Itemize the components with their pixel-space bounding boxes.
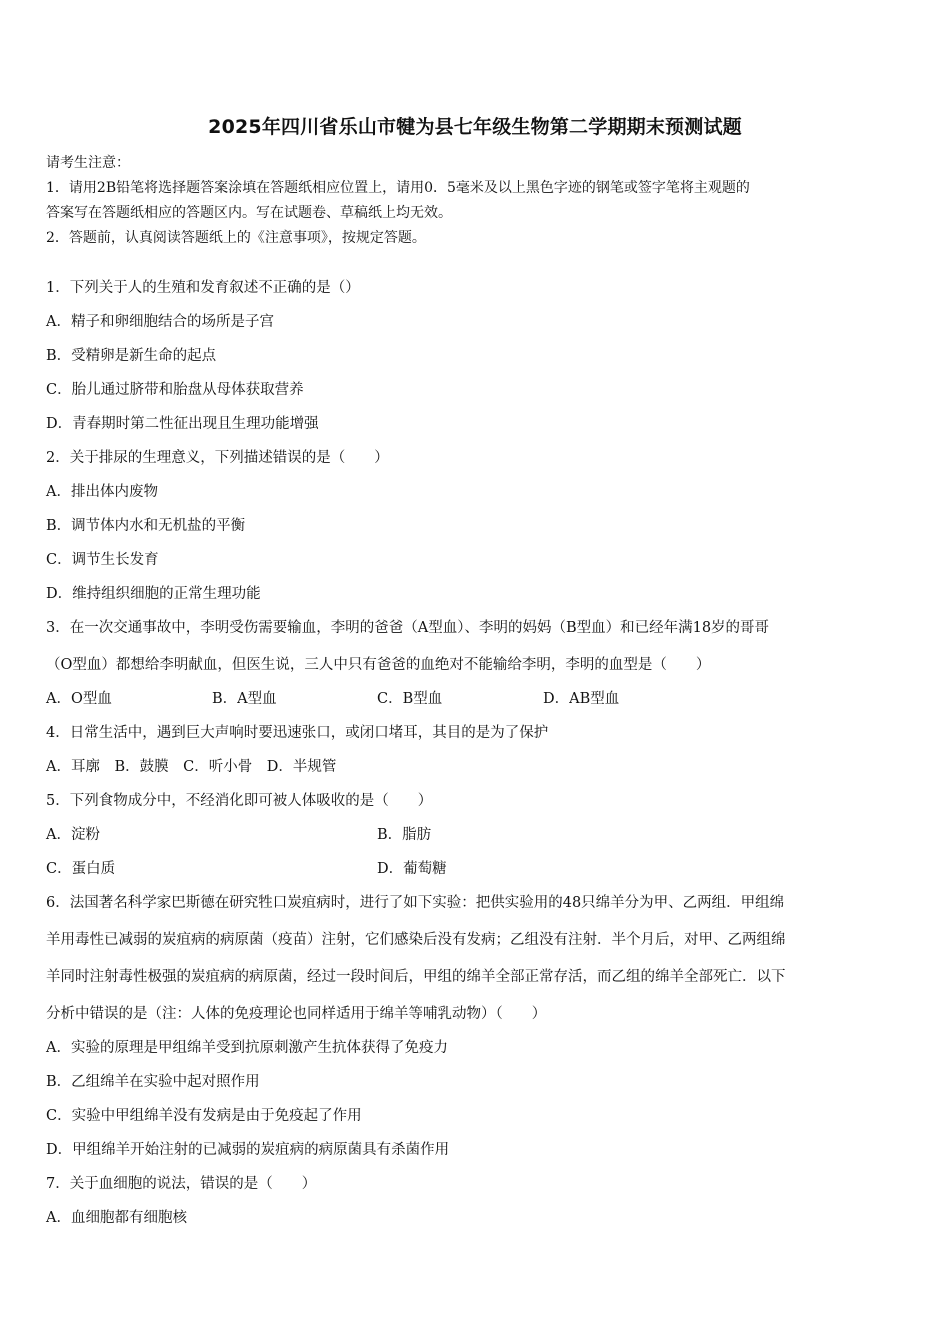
q5-option-b: B．脂肪 xyxy=(377,827,432,843)
q5-option-d: D．葡萄糖 xyxy=(377,861,447,877)
notice-heading: 请考生注意： xyxy=(46,155,130,171)
q5-options-row-2 xyxy=(46,857,906,877)
q4-stem: 4．日常生活中，遇到巨大声响时要迅速张口，或闭口堵耳，其目的是为了保护 xyxy=(46,725,549,741)
q7-stem: 7．关于血细胞的说法，错误的是（ ） xyxy=(46,1176,317,1192)
q6-option-c: C．实验中甲组绵羊没有发病是由于免疫起了作用 xyxy=(46,1108,362,1124)
q2-option-b: B．调节体内水和无机盐的平衡 xyxy=(46,518,246,534)
notice-line-3: 2．答题前，认真阅读答题纸上的《注意事项》，按规定答题。 xyxy=(46,230,426,246)
q1-option-d: D．青春期时第二性征出现且生理功能增强 xyxy=(46,416,319,432)
q4-options: A．耳廓 B．鼓膜 C．听小骨 D．半规管 xyxy=(46,759,337,775)
q5-options-row-1 xyxy=(46,823,906,843)
page-title: 2025年四川省乐山市犍为县七年级生物第二学期期末预测试题 xyxy=(208,116,742,138)
q6-stem-line-3: 羊同时注射毒性极强的炭疽病的病原菌，经过一段时间后，甲组的绵羊全部正常存活，而乙组的绵羊全部死亡．以下 xyxy=(46,969,786,985)
notice-line-2: 答案写在答题纸相应的答题区内。写在试题卷、草稿纸上均无效。 xyxy=(46,205,452,221)
q6-option-a: A．实验的原理是甲组绵羊受到抗原刺激产生抗体获得了免疫力 xyxy=(46,1040,448,1056)
q6-option-d: D．甲组绵羊开始注射的已减弱的炭疽病的病原菌具有杀菌作用 xyxy=(46,1142,450,1158)
notice-line-1: 1．请用2B铅笔将选择题答案涂填在答题纸相应位置上，请用0．5毫米及以上黑色字迹的钢笔或签字笔将主观题的 xyxy=(46,180,750,196)
q2-option-a: A．排出体内废物 xyxy=(46,484,158,500)
q3-option-d: D．AB型血 xyxy=(543,691,620,707)
q5-stem: 5．下列食物成分中，不经消化即可被人体吸收的是（ ） xyxy=(46,793,433,809)
q2-stem: 2．关于排尿的生理意义，下列描述错误的是（ ） xyxy=(46,450,389,466)
q3-option-c: C．B型血 xyxy=(377,691,443,707)
q2-option-c: C．调节生长发育 xyxy=(46,552,159,568)
q1-option-b: B．受精卵是新生命的起点 xyxy=(46,348,217,364)
q3-stem-line-2: （O型血）都想给李明献血，但医生说，三人中只有爸爸的血绝对不能输给李明，李明的血型是（ ） xyxy=(46,657,711,673)
q6-stem-line-2: 羊用毒性已减弱的炭疽病的病原菌（疫苗）注射，它们感染后没有发病；乙组没有注射．半个月后，对甲、乙两组绵 xyxy=(46,932,786,948)
q3-stem-line-1: 3．在一次交通事故中，李明受伤需要输血，李明的爸爸（A型血）、李明的妈妈（B型血）和已经年满18岁的哥哥 xyxy=(46,620,770,636)
q5-option-a: A．淀粉 xyxy=(46,827,100,843)
q3-option-b: B．A型血 xyxy=(212,691,277,707)
q5-option-c: C．蛋白质 xyxy=(46,861,116,877)
q6-option-b: B．乙组绵羊在实验中起对照作用 xyxy=(46,1074,260,1090)
q1-option-a: A．精子和卵细胞结合的场所是子宫 xyxy=(46,314,274,330)
q7-option-a: A．血细胞都有细胞核 xyxy=(46,1210,187,1226)
q2-option-d: D．维持组织细胞的正常生理功能 xyxy=(46,586,261,602)
q3-option-a: A．O型血 xyxy=(46,691,112,707)
q1-option-c: C．胎儿通过脐带和胎盘从母体获取营养 xyxy=(46,382,304,398)
q1-stem: 1．下列关于人的生殖和发育叙述不正确的是（） xyxy=(46,280,360,296)
q6-stem-line-1: 6．法国著名科学家巴斯德在研究牲口炭疽病时，进行了如下实验：把供实验用的48只绵羊分为甲、乙两组．甲组绵 xyxy=(46,895,785,911)
q6-stem-line-4: 分析中错误的是（注：人体的免疫理论也同样适用于绵羊等哺乳动物）（ ） xyxy=(46,1006,547,1022)
q3-options xyxy=(46,687,906,707)
